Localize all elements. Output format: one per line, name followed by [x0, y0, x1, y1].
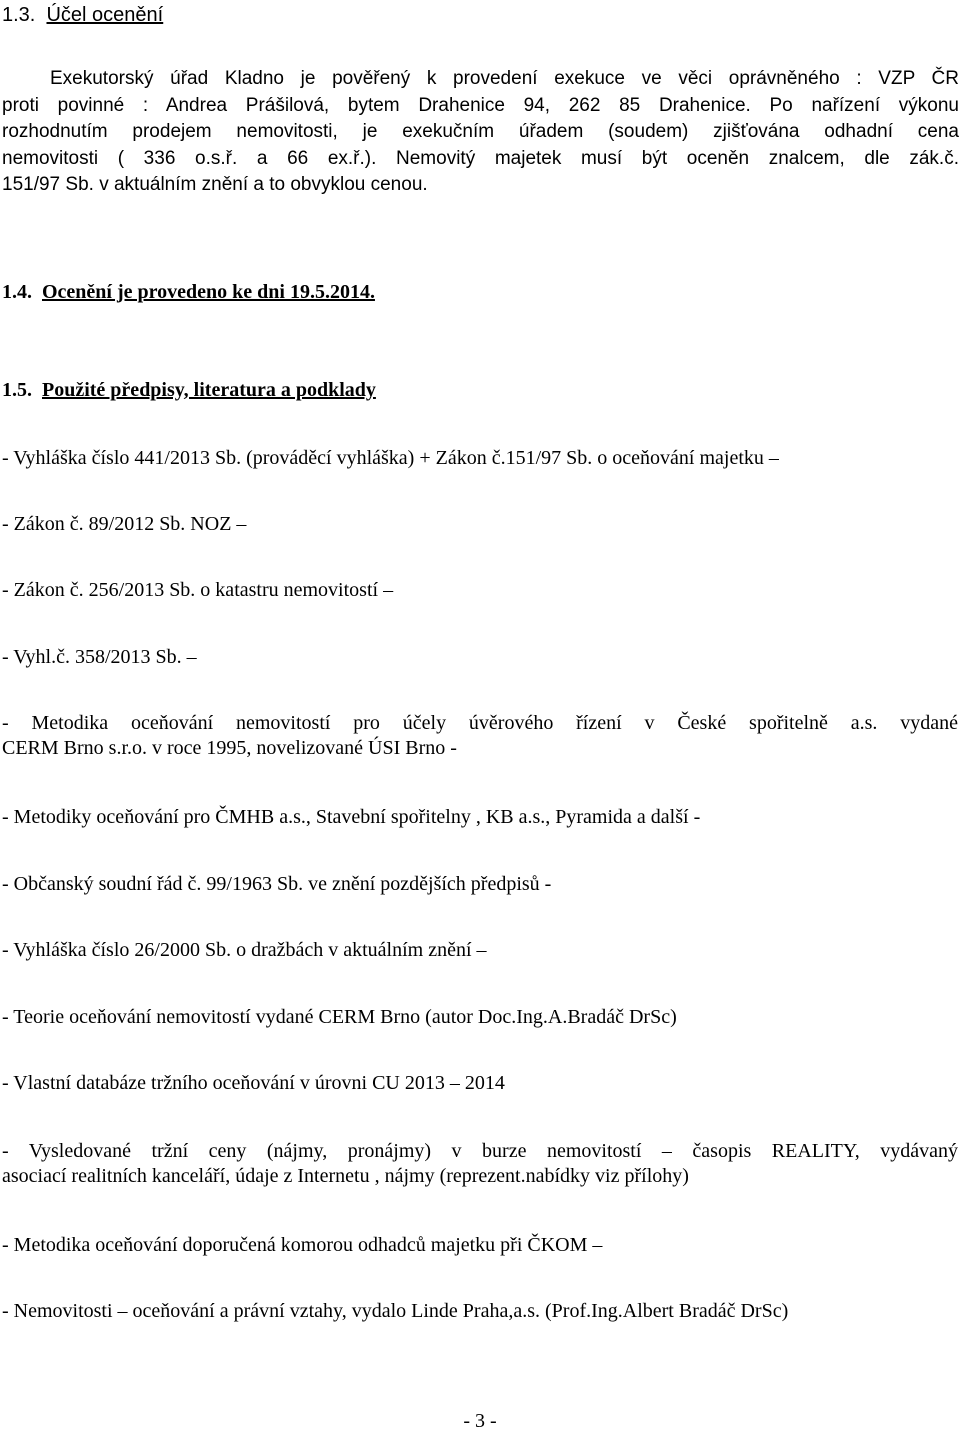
section-title: Ocenění je provedeno ke dni 19.5.2014.: [42, 281, 375, 303]
reference-line: - Vyhláška číslo 441/2013 Sb. (prováděcí vyhláška) + Zákon č.151/97 Sb. o oceňování majetku –: [2, 447, 779, 469]
reference-line: - Vyhláška číslo 26/2000 Sb. o dražbách v aktuálním znění –: [2, 939, 487, 961]
reference-line: - Zákon č. 89/2012 Sb. NOZ –: [2, 513, 247, 535]
reference-item: [2, 1299, 958, 1324]
reference-line: - Občanský soudní řád č. 99/1963 Sb. ve znění pozdějších předpisů -: [2, 873, 552, 895]
paragraph-line: Exekutorský úřad Kladno je pověřený k provedení exekuce ve věci oprávněného : VZP ČR: [50, 68, 959, 89]
reference-line: - Metodiky oceňování pro ČMHB a.s., Stavební spořitelny , KB a.s., Pyramida a další -: [2, 806, 701, 828]
reference-item: [2, 805, 958, 830]
paragraph-line: proti povinné : Andrea Prášilová, bytem Drahenice 94, 262 85 Drahenice. Po nařízení výkonu: [2, 94, 959, 116]
paragraph-line: rozhodnutím prodejem nemovitosti, je exekučním úřadem (soudem) zjišťována odhadní cena: [2, 121, 959, 142]
purpose-paragraph: [2, 66, 959, 199]
reference-item: [2, 1233, 958, 1258]
page-number: - 3 -: [463, 1410, 497, 1432]
reference-line: CERM Brno s.r.o. v roce 1995, novelizované ÚSI Brno -: [2, 736, 457, 759]
reference-line: - Vlastní databáze tržního oceňování v úrovni CU 2013 – 2014: [2, 1072, 505, 1094]
reference-line: - Metodika oceňování doporučená komorou odhadců majetku při ČKOM –: [2, 1234, 603, 1256]
section-number: 1.3.: [2, 4, 36, 26]
paragraph-line: nemovitosti ( 336 o.s.ř. a 66 ex.ř.). Nemovitý majetek musí být oceněn znalcem, dle zák.č.: [2, 147, 959, 169]
reference-line: asociací realitních kanceláří, údaje z Internetu , nájmy (reprezent.nabídky viz přílohy): [2, 1164, 689, 1187]
section-title: Použité předpisy, literatura a podklady: [42, 379, 376, 401]
reference-item: [2, 1071, 958, 1096]
reference-item: [2, 578, 958, 603]
reference-item: [2, 446, 958, 471]
reference-line: - Teorie oceňování nemovitostí vydané CERM Brno (autor Doc.Ing.A.Bradáč DrSc): [2, 1006, 677, 1028]
reference-line: - Nemovitosti – oceňování a právní vztahy, vydalo Linde Praha,a.s. (Prof.Ing.Albert Bradáč DrSc): [2, 1300, 789, 1322]
reference-item: [2, 938, 958, 963]
section-heading-1-5: [2, 378, 376, 402]
reference-line: - Metodika oceňování nemovitostí pro účely úvěrového řízení v České spořitelně a.s. vydané: [2, 712, 958, 734]
paragraph-line: 151/97 Sb. v aktuálním znění a to obvyklou cenou.: [2, 174, 428, 195]
reference-item: [2, 512, 958, 537]
reference-item: [2, 645, 958, 670]
section-heading-1-3: [2, 2, 163, 28]
reference-item: [2, 872, 958, 897]
reference-line: - Vyhl.č. 358/2013 Sb. –: [2, 646, 197, 668]
section-number: 1.4.: [2, 281, 32, 303]
reference-item: [2, 1139, 958, 1188]
reference-item: [2, 711, 958, 760]
section-title: Účel ocenění: [46, 4, 164, 26]
section-number: 1.5.: [2, 379, 32, 401]
reference-line: - Vysledované tržní ceny (nájmy, pronájmy) v burze nemovitostí – časopis REALITY, vydávaný: [2, 1140, 958, 1162]
reference-line: - Zákon č. 256/2013 Sb. o katastru nemovitostí –: [2, 579, 394, 601]
reference-item: [2, 1005, 958, 1030]
section-heading-1-4: [2, 280, 375, 304]
